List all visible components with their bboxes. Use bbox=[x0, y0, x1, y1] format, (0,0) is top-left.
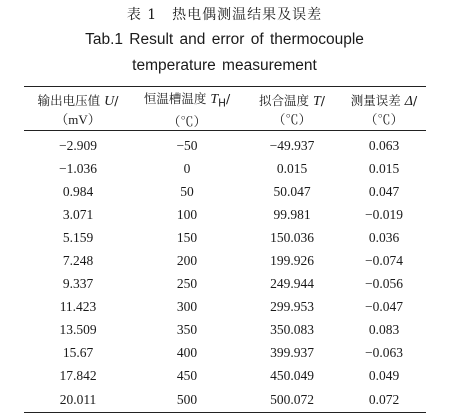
table-row bbox=[24, 365, 426, 388]
cell-fitted-temperature: 199.926 bbox=[270, 253, 314, 269]
table-body bbox=[24, 134, 426, 411]
cell-output-voltage: 3.071 bbox=[62, 206, 94, 222]
cell-bath-temperature: 400 bbox=[176, 345, 198, 361]
cell-bath-temperature: 200 bbox=[176, 253, 198, 269]
cell-bath-temperature: 0 bbox=[183, 160, 191, 176]
table-row bbox=[24, 296, 426, 319]
cell-bath-temperature: 500 bbox=[176, 391, 198, 407]
table-row bbox=[24, 134, 426, 157]
table-row bbox=[24, 319, 426, 342]
cell-output-voltage: 0.984 bbox=[62, 183, 94, 199]
cell-fitted-temperature: −49.937 bbox=[269, 137, 315, 153]
cell-fitted-temperature: 150.036 bbox=[270, 229, 314, 245]
header-output-voltage bbox=[24, 90, 132, 131]
table-row bbox=[24, 273, 426, 296]
header-subscript: H bbox=[218, 97, 226, 110]
cell-fitted-temperature: 99.981 bbox=[273, 206, 311, 222]
table-row bbox=[24, 342, 426, 365]
header-unit: （℃） bbox=[167, 113, 207, 129]
header-symbol: T bbox=[312, 93, 321, 109]
cell-measurement-error: 0.047 bbox=[368, 183, 400, 199]
header-label: 恒温槽温度 bbox=[143, 91, 207, 106]
cell-output-voltage: 20.011 bbox=[59, 391, 97, 407]
header-symbol: Δ bbox=[404, 93, 413, 109]
top-rule bbox=[24, 86, 426, 87]
cell-fitted-temperature: 500.072 bbox=[270, 391, 314, 407]
table-row bbox=[24, 157, 426, 180]
cell-measurement-error: −0.056 bbox=[365, 276, 403, 292]
cell-measurement-error: 0.036 bbox=[368, 229, 400, 245]
caption-english-line1: Tab.1 Result and error of thermocouple bbox=[85, 31, 364, 48]
cell-output-voltage: 13.509 bbox=[59, 322, 97, 338]
header-label: 拟合温度 bbox=[258, 92, 309, 108]
cell-fitted-temperature: 399.937 bbox=[270, 345, 314, 361]
cell-bath-temperature: 100 bbox=[176, 206, 198, 222]
header-suffix: / bbox=[114, 92, 119, 108]
header-fitted-temperature bbox=[242, 90, 342, 131]
cell-bath-temperature: 300 bbox=[176, 299, 198, 315]
cell-bath-temperature: 150 bbox=[176, 229, 198, 245]
cell-output-voltage: 15.67 bbox=[62, 345, 94, 361]
table-header bbox=[24, 90, 426, 131]
cell-output-voltage: 9.337 bbox=[62, 276, 94, 292]
cell-bath-temperature: 250 bbox=[176, 276, 198, 292]
cell-bath-temperature: −50 bbox=[176, 137, 198, 153]
cell-measurement-error: −0.063 bbox=[365, 345, 403, 361]
table-row bbox=[24, 180, 426, 203]
header-unit: （℃） bbox=[364, 111, 404, 127]
cell-output-voltage: 11.423 bbox=[59, 299, 97, 315]
cell-fitted-temperature: 350.083 bbox=[270, 322, 314, 338]
table-row bbox=[24, 388, 426, 411]
header-suffix: / bbox=[413, 92, 418, 108]
table-row bbox=[24, 249, 426, 272]
cell-measurement-error: 0.083 bbox=[368, 322, 400, 338]
cell-output-voltage: 7.248 bbox=[62, 253, 94, 269]
header-suffix: / bbox=[320, 92, 325, 108]
header-symbol: U bbox=[104, 93, 115, 109]
cell-fitted-temperature: 50.047 bbox=[273, 183, 311, 199]
table-row bbox=[24, 203, 426, 226]
header-unit: （mV） bbox=[55, 111, 101, 127]
cell-bath-temperature: 50 bbox=[180, 183, 194, 199]
header-suffix: / bbox=[225, 91, 231, 106]
cell-output-voltage: 5.159 bbox=[62, 229, 94, 245]
cell-measurement-error: 0.072 bbox=[368, 391, 400, 407]
cell-bath-temperature: 350 bbox=[176, 322, 198, 338]
header-label: 输出电压值 bbox=[37, 92, 101, 108]
table-row bbox=[24, 226, 426, 249]
caption-english-line2: temperature measurement bbox=[132, 57, 317, 74]
cell-output-voltage: 17.842 bbox=[59, 368, 97, 384]
cell-measurement-error: 0.049 bbox=[368, 368, 400, 384]
header-rule bbox=[24, 130, 426, 131]
cell-output-voltage: −1.036 bbox=[59, 160, 97, 176]
header-measurement-error bbox=[342, 90, 426, 131]
cell-fitted-temperature: 0.015 bbox=[276, 160, 308, 176]
cell-bath-temperature: 450 bbox=[176, 368, 198, 384]
header-bath-temperature bbox=[132, 90, 242, 131]
cell-measurement-error: −0.074 bbox=[365, 253, 403, 269]
header-label: 测量误差 bbox=[350, 92, 401, 108]
bottom-rule bbox=[24, 412, 426, 413]
caption-chinese: 表 1 热电偶测温结果及误差 bbox=[126, 7, 323, 23]
cell-measurement-error: 0.063 bbox=[368, 137, 400, 153]
cell-measurement-error: −0.019 bbox=[365, 206, 403, 222]
cell-measurement-error: 0.015 bbox=[368, 160, 400, 176]
header-unit: （℃） bbox=[272, 111, 312, 127]
cell-fitted-temperature: 450.049 bbox=[270, 368, 314, 384]
header-symbol: T bbox=[210, 92, 219, 107]
cell-fitted-temperature: 249.944 bbox=[270, 276, 314, 292]
cell-measurement-error: −0.047 bbox=[365, 299, 403, 315]
cell-fitted-temperature: 299.953 bbox=[270, 299, 314, 315]
cell-output-voltage: −2.909 bbox=[59, 137, 97, 153]
